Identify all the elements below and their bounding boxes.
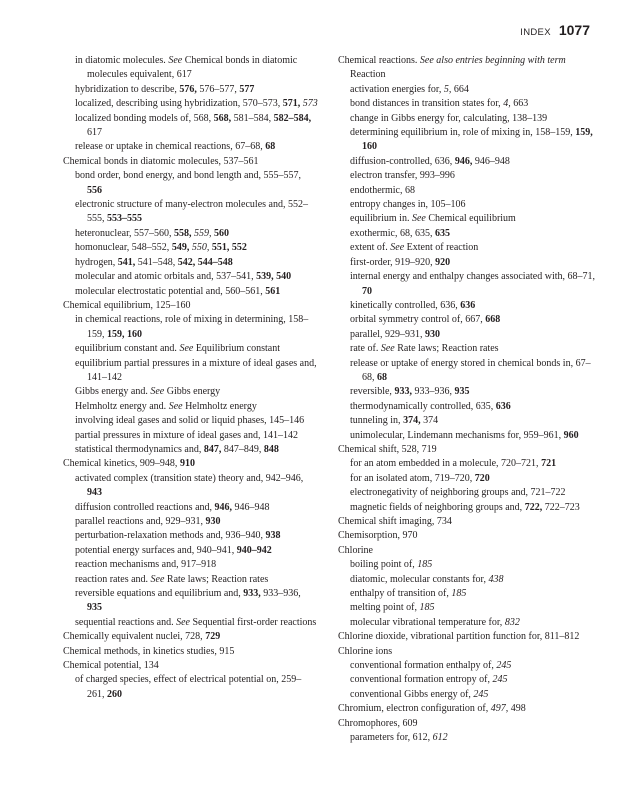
- index-subentry: Helmholtz energy and. See Helmholtz energy: [75, 400, 257, 412]
- index-subentry: for an atom embedded in a molecule, 720–721, 721: [350, 458, 557, 470]
- index-subentry: electron transfer, 993–996: [350, 170, 455, 182]
- index-subentry: boiling point of, 185: [350, 559, 433, 571]
- index-subentry: electronegativity of neighboring groups and, 721–722: [350, 487, 566, 499]
- index-subentry: equilibrium partial pressures in a mixture of ideal gases and, 141–142: [75, 357, 317, 383]
- index-subentry: molecular vibrational temperature for, 832: [350, 616, 520, 628]
- header-label: INDEX: [520, 27, 551, 38]
- running-header: [520, 22, 590, 38]
- index-subentry: diffusion-controlled, 636, 946, 946–948: [350, 155, 510, 167]
- index-main-entry: Chemical bonds in diatomic molecules, 537–561: [63, 155, 259, 167]
- index-main-entry: Chemical shift, 528, 719: [338, 443, 437, 455]
- index-main-entry: Chemically equivalent nuclei, 728, 729: [63, 631, 221, 643]
- index-main-entry: Chromium, electron configuration of, 497, 498: [338, 703, 526, 715]
- index-subentry: parallel reactions and, 929–931, 930: [75, 516, 221, 527]
- index-subentry: bond distances in transition states for, 4, 663: [350, 98, 529, 110]
- index-subentry: hybridization to describe, 576, 576–577, 577: [75, 83, 255, 95]
- index-main-entry: Chlorine dioxide, vibrational partition function for, 811–812: [338, 631, 580, 643]
- index-main-entry: Chemical equilibrium, 125–160: [63, 299, 191, 311]
- index-subentry: rate of. See Rate laws; Reaction rates: [350, 343, 499, 355]
- index-subentry: entropy changes in, 105–106: [350, 199, 466, 211]
- index-subentry: parameters for, 612, 612: [350, 732, 448, 744]
- index-main-entry: Chemical methods, in kinetics studies, 915: [63, 645, 235, 657]
- index-subentry: for an isolated atom, 719–720, 720: [350, 472, 490, 484]
- index-subentry: determining equilibrium in, role of mixing in, 158–159, 159, 160: [350, 127, 593, 153]
- index-subentry: reversible equations and equilibrium and, 933, 933–936, 935: [75, 588, 301, 614]
- index-main-entry: Chromophores, 609: [338, 717, 418, 729]
- index-column-left: [63, 54, 318, 702]
- index-subentry: conventional formation enthalpy of, 245: [350, 660, 512, 672]
- index-subentry: bond order, bond energy, and bond length and, 555–557, 556: [75, 170, 301, 196]
- index-subentry: equilibrium in. See Chemical equilibrium: [350, 213, 516, 225]
- index-subentry: molecular electrostatic potential and, 560–561, 561: [75, 285, 281, 297]
- index-subentry: conventional formation entropy of, 245: [350, 674, 508, 686]
- index-main-entry: Chemical shift imaging, 734: [338, 516, 452, 527]
- index-subentry: in diatomic molecules. See Chemical bonds in diatomic molecules equivalent, 617: [75, 55, 298, 81]
- index-subentry: involving ideal gases and solid or liquid phases, 145–146: [75, 415, 305, 427]
- index-subentry: in chemical reactions, role of mixing in determining, 158–159, 159, 160: [75, 314, 309, 340]
- index-subentry: homonuclear, 548–552, 549, 550, 551, 552: [75, 242, 247, 254]
- index-subentry: of charged species, effect of electrical potential on, 259–261, 260: [75, 674, 302, 700]
- index-subentry: endothermic, 68: [350, 184, 415, 196]
- index-subentry: partial pressures in mixture of ideal gases and, 141–142: [75, 429, 298, 441]
- index-subentry: unimolecular, Lindemann mechanisms for, 959–961, 960: [350, 429, 579, 441]
- index-main-entry: Chemical reactions. See also entries beginning with term Reaction: [338, 55, 566, 81]
- index-main-entry: Chlorine: [338, 544, 373, 556]
- index-subentry: statistical thermodynamics and, 847, 847–849, 848: [75, 443, 279, 455]
- index-subentry: thermodynamically controlled, 635, 636: [350, 400, 511, 412]
- index-subentry: reversible, 933, 933–936, 935: [350, 386, 470, 398]
- index-subentry: change in Gibbs energy for, calculating, 138–139: [350, 112, 548, 124]
- index-subentry: internal energy and enthalpy changes associated with, 68–71, 70: [350, 271, 596, 297]
- index-subentry: reaction mechanisms and, 917–918: [75, 559, 217, 571]
- index-subentry: enthalpy of transition of, 185: [350, 588, 467, 600]
- index-subentry: equilibrium constant and. See Equilibrium constant: [75, 343, 280, 355]
- index-column-right: [338, 54, 596, 746]
- index-subentry: first-order, 919–920, 920: [350, 256, 451, 268]
- index-subentry: extent of. See Extent of reaction: [350, 242, 479, 254]
- index-subentry: sequential reactions and. See Sequential first-order reactions: [75, 616, 317, 628]
- index-subentry: molecular and atomic orbitals and, 537–541, 539, 540: [75, 271, 292, 283]
- index-subentry: parallel, 929–931, 930: [350, 328, 440, 340]
- index-subentry: hydrogen, 541, 541–548, 542, 544–548: [75, 256, 233, 268]
- index-subentry: release or uptake of energy stored in chemical bonds in, 67–68, 68: [350, 357, 591, 383]
- index-subentry: magnetic fields of neighboring groups and, 722, 722–723: [350, 501, 580, 513]
- index-subentry: localized, describing using hybridization, 570–573, 571, 573: [75, 98, 318, 110]
- index-subentry: diffusion controlled reactions and, 946, 946–948: [75, 501, 270, 513]
- page-number: 1077: [558, 22, 590, 38]
- index-subentry: Gibbs energy and. See Gibbs energy: [75, 386, 221, 398]
- index-subentry: diatomic, molecular constants for, 438: [350, 573, 504, 585]
- index-subentry: tunneling in, 374, 374: [350, 415, 439, 427]
- index-subentry: conventional Gibbs energy of, 245: [350, 688, 489, 700]
- index-subentry: localized bonding models of, 568, 568, 581–584, 582–584, 617: [75, 112, 312, 139]
- index-subentry: electronic structure of many-electron molecules and, 552–555, 553–555: [75, 199, 308, 225]
- index-subentry: activation energies for, 5, 664: [350, 83, 469, 95]
- index-main-entry: Chemisorption, 970: [338, 530, 418, 542]
- index-subentry: release or uptake in chemical reactions, 67–68, 68: [75, 141, 276, 153]
- index-subentry: orbital symmetry control of, 667, 668: [350, 314, 501, 326]
- index-main-entry: Chemical kinetics, 909–948, 910: [63, 458, 195, 470]
- index-main-entry: Chemical potential, 134: [63, 660, 159, 672]
- index-subentry: melting point of, 185: [350, 602, 435, 614]
- index-subentry: potential energy surfaces and, 940–941, 940–942: [75, 544, 272, 556]
- index-subentry: heteronuclear, 557–560, 558, 559, 560: [75, 227, 230, 239]
- index-subentry: kinetically controlled, 636, 636: [350, 299, 476, 311]
- index-subentry: perturbation-relaxation methods and, 936–940, 938: [75, 530, 281, 542]
- index-main-entry: Chlorine ions: [338, 645, 393, 657]
- index-subentry: activated complex (transition state) theory and, 942–946, 943: [75, 472, 304, 499]
- index-subentry: exothermic, 68, 635, 635: [350, 227, 450, 239]
- index-subentry: reaction rates and. See Rate laws; Reaction rates: [75, 573, 269, 585]
